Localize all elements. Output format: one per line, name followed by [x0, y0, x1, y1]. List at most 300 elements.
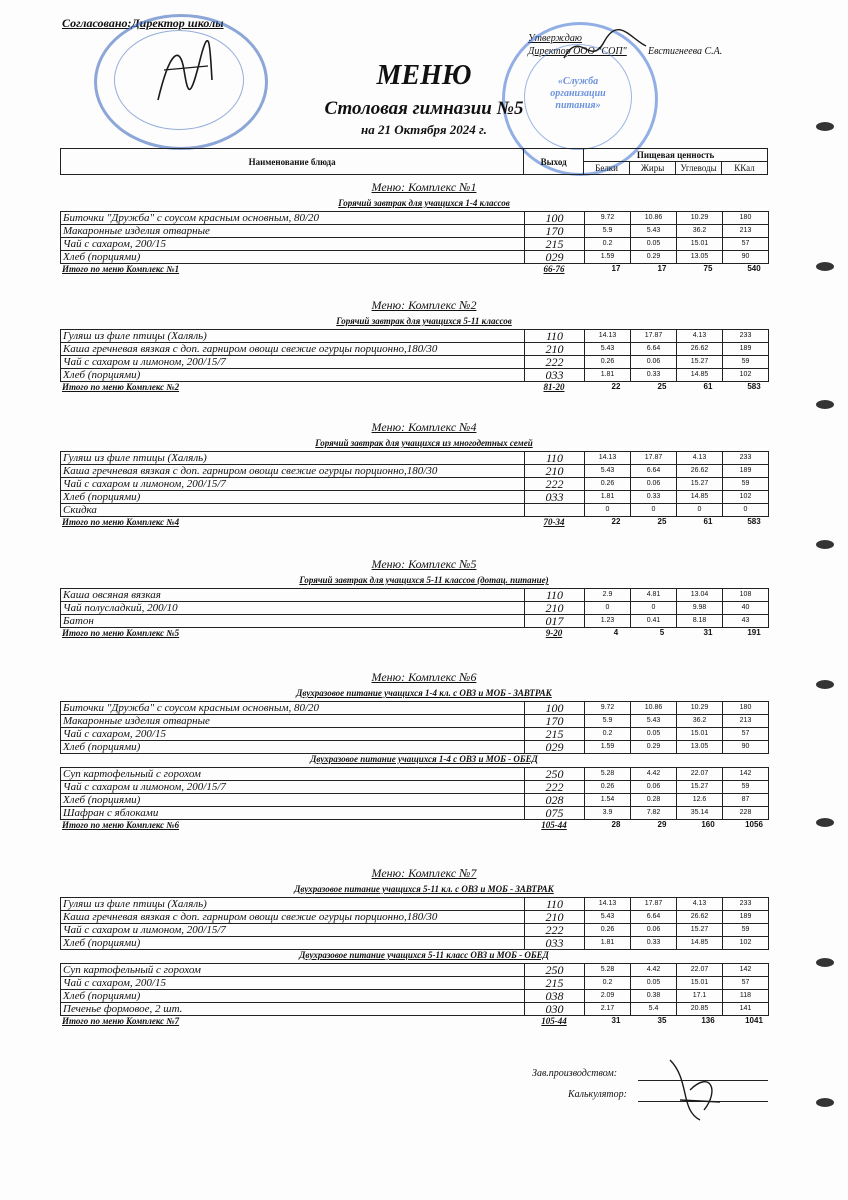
dish-protein: 1.81	[585, 491, 631, 504]
dish-kcal: 90	[723, 251, 769, 264]
dish-protein: 5.9	[585, 715, 631, 728]
dish-kcal: 59	[723, 924, 769, 937]
dish-output: 029	[525, 741, 585, 754]
dish-fat: 6.64	[631, 911, 677, 924]
table-row	[61, 990, 769, 1003]
dish-output: 215	[525, 977, 585, 990]
total-fat: 35	[657, 1016, 667, 1025]
page-title: МЕНЮ	[376, 60, 472, 91]
dish-output: 110	[525, 589, 585, 602]
dish-output: 029	[525, 251, 585, 264]
dish-protein: 5.43	[585, 465, 631, 478]
table-row	[61, 238, 769, 251]
dish-name: Печенье формовое, 2 шт.	[61, 1003, 525, 1016]
dish-kcal: 180	[723, 212, 769, 225]
dish-carbs: 26.62	[677, 911, 723, 924]
dish-name: Суп картофельный с горохом	[61, 768, 525, 781]
dish-kcal: 118	[723, 990, 769, 1003]
dish-name: Суп картофельный с горохом	[61, 964, 525, 977]
dish-fat: 7.82	[631, 807, 677, 820]
dish-name: Шафран с яблоками	[61, 807, 525, 820]
dish-protein: 0.26	[585, 356, 631, 369]
dish-output: 110	[525, 330, 585, 343]
dish-name: Биточки "Дружба" с соусом красным основным, 80/20	[61, 212, 525, 225]
dishes-table	[60, 963, 769, 1016]
dish-kcal: 59	[723, 478, 769, 491]
total-label: Итого по меню Комплекс №5	[62, 628, 180, 638]
table-row	[61, 369, 769, 382]
page-subtitle: Столовая гимназии №5	[324, 98, 524, 119]
complex-subtitle: Двухразовое питание учащихся 1-4 с ОВЗ и МОБ - ОБЕД	[310, 754, 538, 764]
complex-title: Меню: Комплекс №2	[371, 298, 477, 312]
dish-kcal: 87	[723, 794, 769, 807]
dish-output: 017	[525, 615, 585, 628]
dish-output: 250	[525, 768, 585, 781]
dish-output: 222	[525, 781, 585, 794]
dish-carbs: 4.13	[677, 452, 723, 465]
complex-title: Меню: Комплекс №6	[371, 670, 477, 684]
dish-output: 033	[525, 369, 585, 382]
dish-output: 250	[525, 964, 585, 977]
company-stamp-text: «Служба организации питания»	[550, 76, 606, 111]
table-row	[61, 964, 769, 977]
table-row	[61, 478, 769, 491]
complex-total-row	[60, 628, 768, 640]
dish-carbs: 36.2	[677, 225, 723, 238]
dish-protein: 2.09	[585, 990, 631, 1003]
dish-protein: 1.23	[585, 615, 631, 628]
table-row	[61, 589, 769, 602]
dish-name: Хлеб (порциями)	[61, 491, 525, 504]
total-carbs: 75	[703, 264, 713, 273]
dish-protein: 0	[585, 504, 631, 517]
dish-carbs: 10.29	[677, 702, 723, 715]
binder-mark	[816, 680, 834, 689]
dish-name: Чай с сахаром и лимоном, 200/15/7	[61, 781, 525, 794]
dish-output: 033	[525, 937, 585, 950]
total-price: 70-34	[543, 517, 565, 527]
dish-output: 222	[525, 478, 585, 491]
dish-protein: 14.13	[585, 898, 631, 911]
dish-name: Хлеб (порциями)	[61, 937, 525, 950]
dish-protein: 14.13	[585, 330, 631, 343]
total-protein: 22	[611, 382, 621, 391]
dish-name: Макаронные изделия отварные	[61, 225, 525, 238]
complex-total-row	[60, 264, 768, 276]
dish-carbs: 13.05	[677, 251, 723, 264]
dish-fat: 5.4	[631, 1003, 677, 1016]
complex-title: Меню: Комплекс №4	[371, 420, 477, 434]
dish-kcal: 57	[723, 728, 769, 741]
binder-mark	[816, 400, 834, 409]
complex-subtitle: Горячий завтрак для учащихся 5-11 классов (дотац. питание)	[299, 575, 549, 585]
dish-carbs: 12.6	[677, 794, 723, 807]
dish-name: Чай с сахаром и лимоном, 200/15/7	[61, 924, 525, 937]
dish-fat: 17.87	[631, 330, 677, 343]
dish-carbs: 20.85	[677, 1003, 723, 1016]
dish-protein: 5.9	[585, 225, 631, 238]
dish-name: Хлеб (порциями)	[61, 369, 525, 382]
dish-output: 100	[525, 212, 585, 225]
dish-fat: 17.87	[631, 452, 677, 465]
dish-fat: 0.33	[631, 369, 677, 382]
binder-mark	[816, 540, 834, 549]
dish-name: Биточки "Дружба" с соусом красным основным, 80/20	[61, 702, 525, 715]
dish-kcal: 213	[723, 715, 769, 728]
dish-protein: 2.17	[585, 1003, 631, 1016]
dish-carbs: 35.14	[677, 807, 723, 820]
dish-fat: 6.64	[631, 343, 677, 356]
dish-name: Батон	[61, 615, 525, 628]
approved-line-1: Утверждаю	[528, 33, 582, 44]
dish-carbs: 15.27	[677, 356, 723, 369]
dish-name: Чай с сахаром, 200/15	[61, 977, 525, 990]
dish-kcal: 233	[723, 898, 769, 911]
dish-carbs: 14.85	[677, 369, 723, 382]
dish-carbs: 14.85	[677, 491, 723, 504]
binder-mark	[816, 262, 834, 271]
table-row	[61, 330, 769, 343]
dishes-table	[60, 211, 769, 264]
dish-name: Каша гречневая вязкая с доп. гарниром овощи свежие огурцы порционно,180/30	[61, 911, 525, 924]
dish-carbs: 4.13	[677, 330, 723, 343]
dish-name: Гуляш из филе птицы (Халяль)	[61, 330, 525, 343]
dish-name: Гуляш из филе птицы (Халяль)	[61, 898, 525, 911]
dish-fat: 0.33	[631, 937, 677, 950]
calculator-label: Калькулятор:	[568, 1089, 627, 1100]
dish-name: Каша гречневая вязкая с доп. гарниром овощи свежие огурцы порционно,180/30	[61, 465, 525, 478]
total-price: 81-20	[543, 382, 565, 392]
dish-fat: 17.87	[631, 898, 677, 911]
dish-fat: 0.33	[631, 491, 677, 504]
table-row	[61, 898, 769, 911]
dish-kcal: 57	[723, 238, 769, 251]
dish-output: 030	[525, 1003, 585, 1016]
dish-output: 215	[525, 728, 585, 741]
dish-name: Хлеб (порциями)	[61, 741, 525, 754]
dish-carbs: 15.01	[677, 728, 723, 741]
dish-carbs: 26.62	[677, 465, 723, 478]
dish-output: 215	[525, 238, 585, 251]
approved-name: Евстигнеева С.А.	[648, 46, 723, 57]
table-row	[61, 356, 769, 369]
dish-protein: 1.81	[585, 369, 631, 382]
dish-output: 222	[525, 356, 585, 369]
dish-protein: 5.43	[585, 911, 631, 924]
dish-output: 210	[525, 911, 585, 924]
total-price: 9-20	[545, 628, 563, 638]
dishes-table	[60, 897, 769, 950]
dish-name: Чай с сахаром, 200/15	[61, 238, 525, 251]
dish-name: Чай с сахаром и лимоном, 200/15/7	[61, 356, 525, 369]
dish-protein: 1.81	[585, 937, 631, 950]
dish-output: 210	[525, 465, 585, 478]
dish-output: 075	[525, 807, 585, 820]
table-row	[61, 768, 769, 781]
producer-label: Зав.производством:	[532, 1068, 618, 1079]
dish-fat: 5.43	[631, 715, 677, 728]
complex-subtitle: Горячий завтрак для учащихся 5-11 классов	[336, 316, 512, 326]
dish-fat: 10.86	[631, 702, 677, 715]
dish-name: Хлеб (порциями)	[61, 251, 525, 264]
complex-total-row	[60, 382, 768, 394]
table-row	[61, 212, 769, 225]
approved-line-2: Директор ООО "СОП"	[528, 46, 627, 57]
dish-fat: 5.43	[631, 225, 677, 238]
dish-name: Макаронные изделия отварные	[61, 715, 525, 728]
dish-kcal: 40	[723, 602, 769, 615]
table-row	[61, 728, 769, 741]
page-date: на 21 Октября 2024 г.	[361, 122, 487, 137]
complex-total-row	[60, 820, 768, 832]
table-row	[61, 794, 769, 807]
dish-protein: 0.2	[585, 977, 631, 990]
dish-output	[525, 504, 585, 517]
dish-fat: 0.29	[631, 251, 677, 264]
dish-kcal: 108	[723, 589, 769, 602]
dish-protein: 0.26	[585, 924, 631, 937]
total-label: Итого по меню Комплекс №4	[62, 517, 180, 527]
dish-fat: 0	[631, 602, 677, 615]
total-fat: 25	[657, 382, 667, 391]
dish-fat: 4.42	[631, 768, 677, 781]
dish-kcal: 180	[723, 702, 769, 715]
dish-carbs: 36.2	[677, 715, 723, 728]
complex-subtitle: Двухразовое питание учащихся 5-11 класс ОВЗ и МОБ - ОБЕД	[299, 950, 549, 960]
dish-name: Чай с сахаром и лимоном, 200/15/7	[61, 478, 525, 491]
table-row	[61, 807, 769, 820]
dish-fat: 0.28	[631, 794, 677, 807]
dish-output: 210	[525, 343, 585, 356]
total-fat: 5	[659, 628, 665, 637]
dish-protein: 0	[585, 602, 631, 615]
dish-carbs: 14.85	[677, 937, 723, 950]
table-row	[61, 491, 769, 504]
dish-carbs: 13.04	[677, 589, 723, 602]
total-kcal: 583	[747, 517, 761, 526]
header-carbs: Углеводы	[676, 162, 722, 175]
dish-protein: 0.2	[585, 238, 631, 251]
table-row	[61, 1003, 769, 1016]
dish-output: 110	[525, 452, 585, 465]
complex-subtitle: Горячий завтрак для учащихся 1-4 классов	[338, 198, 510, 208]
dish-kcal: 142	[723, 768, 769, 781]
complex-subtitle: Двухразовое питание учащихся 1-4 кл. с ОВЗ и МОБ - ЗАВТРАК	[296, 688, 552, 698]
table-row	[61, 602, 769, 615]
table-row	[61, 781, 769, 794]
dish-fat: 10.86	[631, 212, 677, 225]
total-carbs: 61	[703, 517, 713, 526]
dish-fat: 0.06	[631, 924, 677, 937]
dish-name: Гуляш из филе птицы (Халяль)	[61, 452, 525, 465]
table-row	[61, 977, 769, 990]
binder-mark	[816, 122, 834, 131]
dish-kcal: 142	[723, 964, 769, 977]
dish-fat: 0.05	[631, 238, 677, 251]
dish-output: 100	[525, 702, 585, 715]
dish-output: 170	[525, 225, 585, 238]
dish-kcal: 102	[723, 491, 769, 504]
total-label: Итого по меню Комплекс №7	[62, 1016, 180, 1026]
dish-kcal: 189	[723, 465, 769, 478]
header-kcal: ККал	[722, 162, 768, 175]
dish-kcal: 0	[723, 504, 769, 517]
complex-subtitle: Горячий завтрак для учащихся из многодетных семей	[315, 438, 533, 448]
dish-kcal: 189	[723, 911, 769, 924]
table-row	[61, 452, 769, 465]
table-row	[61, 741, 769, 754]
dish-protein: 0.2	[585, 728, 631, 741]
table-row	[61, 225, 769, 238]
dish-fat: 0.06	[631, 478, 677, 491]
dish-carbs: 15.01	[677, 977, 723, 990]
dish-kcal: 59	[723, 781, 769, 794]
dish-carbs: 15.27	[677, 478, 723, 491]
dish-kcal: 102	[723, 369, 769, 382]
total-fat: 29	[657, 820, 667, 829]
dish-name: Чай с сахаром, 200/15	[61, 728, 525, 741]
table-header	[60, 148, 768, 175]
table-row	[61, 937, 769, 950]
table-row	[61, 615, 769, 628]
dish-protein: 14.13	[585, 452, 631, 465]
dish-carbs: 22.07	[677, 768, 723, 781]
total-carbs: 160	[701, 820, 715, 829]
table-row	[61, 465, 769, 478]
dish-output: 170	[525, 715, 585, 728]
table-row	[61, 504, 769, 517]
total-kcal: 540	[747, 264, 761, 273]
dish-fat: 0.06	[631, 781, 677, 794]
total-kcal: 191	[747, 628, 761, 637]
dish-kcal: 189	[723, 343, 769, 356]
total-carbs: 61	[703, 382, 713, 391]
dish-protein: 1.59	[585, 741, 631, 754]
dish-output: 033	[525, 491, 585, 504]
total-protein: 28	[611, 820, 621, 829]
complex-title: Меню: Комплекс №7	[371, 866, 477, 880]
dishes-table	[60, 701, 769, 754]
binder-mark	[816, 958, 834, 967]
total-protein: 4	[613, 628, 619, 637]
dish-protein: 9.72	[585, 702, 631, 715]
dish-name: Хлеб (порциями)	[61, 990, 525, 1003]
table-row	[61, 702, 769, 715]
dish-kcal: 233	[723, 330, 769, 343]
dish-kcal: 59	[723, 356, 769, 369]
total-carbs: 31	[703, 628, 713, 637]
dish-protein: 2.9	[585, 589, 631, 602]
dish-protein: 1.54	[585, 794, 631, 807]
dish-fat: 0.41	[631, 615, 677, 628]
dish-kcal: 57	[723, 977, 769, 990]
complex-total-row	[60, 1016, 768, 1028]
dish-carbs: 26.62	[677, 343, 723, 356]
dish-name: Хлеб (порциями)	[61, 794, 525, 807]
dish-output: 222	[525, 924, 585, 937]
dish-protein: 5.43	[585, 343, 631, 356]
total-label: Итого по меню Комплекс №1	[62, 264, 180, 274]
total-protein: 17	[611, 264, 621, 273]
dish-carbs: 17.1	[677, 990, 723, 1003]
dish-kcal: 228	[723, 807, 769, 820]
complex-total-row	[60, 517, 768, 529]
table-row	[61, 251, 769, 264]
dish-name: Чай полусладкий, 200/10	[61, 602, 525, 615]
dish-carbs: 15.27	[677, 924, 723, 937]
dish-kcal: 102	[723, 937, 769, 950]
header-protein: Белки	[584, 162, 630, 175]
binder-mark	[816, 1098, 834, 1107]
dish-carbs: 13.05	[677, 741, 723, 754]
total-label: Итого по меню Комплекс №2	[62, 382, 180, 392]
table-row	[61, 343, 769, 356]
dish-fat: 0.06	[631, 356, 677, 369]
dish-carbs: 4.13	[677, 898, 723, 911]
table-row	[61, 715, 769, 728]
total-fat: 17	[657, 264, 667, 273]
dish-output: 210	[525, 602, 585, 615]
dish-protein: 0.26	[585, 781, 631, 794]
dish-protein: 5.28	[585, 768, 631, 781]
total-label: Итого по меню Комплекс №6	[62, 820, 180, 830]
dish-protein: 9.72	[585, 212, 631, 225]
binder-mark	[816, 818, 834, 827]
dish-kcal: 43	[723, 615, 769, 628]
dish-output: 028	[525, 794, 585, 807]
dish-fat: 0	[631, 504, 677, 517]
dish-carbs: 0	[677, 504, 723, 517]
dish-name: Каша овсяная вязкая	[61, 589, 525, 602]
dish-kcal: 90	[723, 741, 769, 754]
producer-signature-icon	[660, 1050, 730, 1130]
total-price: 66-76	[543, 264, 565, 274]
dish-carbs: 10.29	[677, 212, 723, 225]
dish-fat: 0.29	[631, 741, 677, 754]
dish-protein: 1.59	[585, 251, 631, 264]
dishes-table	[60, 767, 769, 820]
dish-carbs: 22.07	[677, 964, 723, 977]
total-kcal: 1056	[745, 820, 763, 829]
dish-fat: 4.81	[631, 589, 677, 602]
dishes-table	[60, 451, 769, 517]
dish-kcal: 141	[723, 1003, 769, 1016]
total-protein: 31	[611, 1016, 621, 1025]
total-fat: 25	[657, 517, 667, 526]
dishes-table	[60, 329, 769, 382]
dish-kcal: 233	[723, 452, 769, 465]
header-fat: Жиры	[630, 162, 676, 175]
dish-fat: 4.42	[631, 964, 677, 977]
total-price: 105-44	[541, 820, 567, 830]
dish-carbs: 15.27	[677, 781, 723, 794]
dish-protein: 3.9	[585, 807, 631, 820]
table-row	[61, 924, 769, 937]
total-kcal: 583	[747, 382, 761, 391]
agreed-label: Согласовано:Директор школы	[62, 16, 224, 30]
dish-name: Скидка	[61, 504, 525, 517]
total-carbs: 136	[701, 1016, 715, 1025]
dish-carbs: 8.18	[677, 615, 723, 628]
complex-title: Меню: Комплекс №5	[371, 557, 477, 571]
total-kcal: 1041	[745, 1016, 763, 1025]
dishes-table	[60, 588, 769, 628]
dish-fat: 0.05	[631, 977, 677, 990]
dish-name: Каша гречневая вязкая с доп. гарниром овощи свежие огурцы порционно,180/30	[61, 343, 525, 356]
dish-carbs: 9.98	[677, 602, 723, 615]
dish-protein: 0.26	[585, 478, 631, 491]
complex-subtitle: Двухразовое питание учащихся 5-11 кл. с ОВЗ и МОБ - ЗАВТРАК	[294, 884, 554, 894]
